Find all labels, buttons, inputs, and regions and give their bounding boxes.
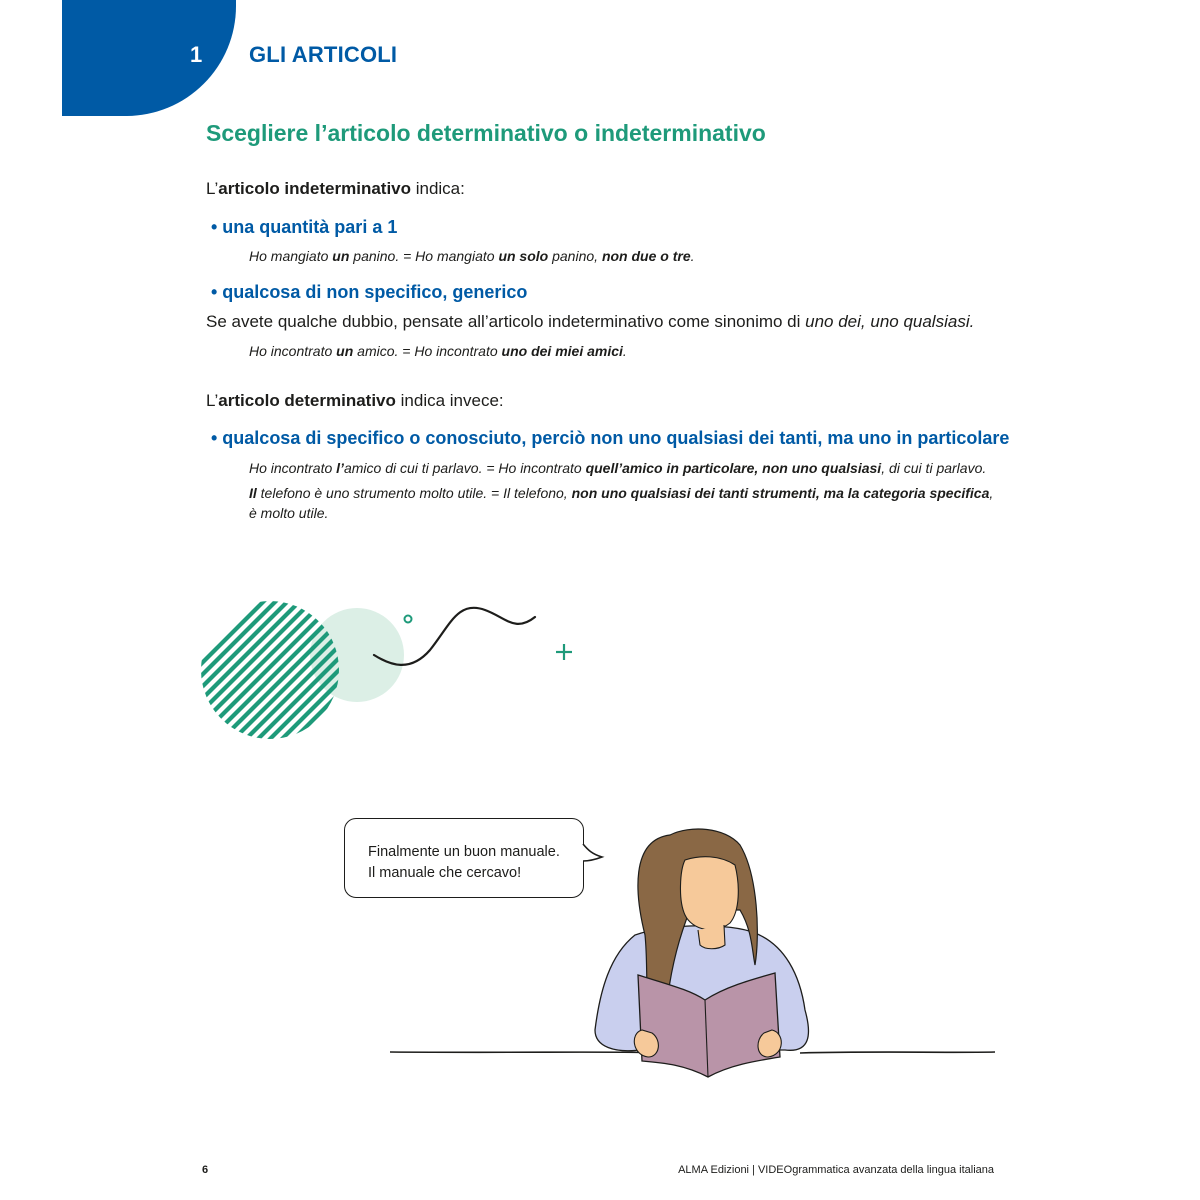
page-number: 6 — [202, 1164, 209, 1176]
face — [680, 857, 738, 930]
example-telefono-line2: è molto utile. — [249, 505, 329, 521]
plus-mark — [556, 644, 572, 660]
woman-reading-illustration — [380, 815, 1010, 1095]
light-green-circle — [310, 608, 404, 702]
speech-line-1: Finalmente un buon manuale. — [368, 844, 560, 860]
indeterminativo-intro: L’articolo indeterminativo indica: — [206, 179, 465, 198]
speech-line-2: Il manuale che cercavo! — [368, 865, 522, 881]
example-panino: Ho mangiato un panino. = Ho mangiato un solo panino, non due o tre. — [249, 248, 695, 264]
bullet-specifico: • qualcosa di specifico o conosciuto, perciò non uno qualsiasi dei tanti, ma uno in particolare — [211, 428, 1010, 448]
publisher-footer: ALMA Edizioni | VIDEOgrammatica avanzata della lingua italiana — [678, 1164, 994, 1176]
chapter-title: GLI ARTICOLI — [249, 42, 398, 67]
note-sinonimo: Se avete qualche dubbio, pensate all’articolo indeterminativo come sinonimo di uno dei, uno qualsiasi. — [206, 312, 975, 331]
example-amico-particolare: Ho incontrato l’amico di cui ti parlavo. = Ho incontrato quell’amico in particolare, non uno qualsiasi, di cui ti parlavo. — [249, 460, 987, 476]
example-amico: Ho incontrato un amico. = Ho incontrato uno dei miei amici. — [249, 343, 627, 359]
bullet-non-specifico: • qualcosa di non specifico, generico — [211, 282, 528, 302]
chapter-number: 1 — [190, 42, 203, 67]
bullet-quantita: • una quantità pari a 1 — [211, 217, 398, 237]
determinativo-intro: L’articolo determinativo indica invece: — [206, 391, 504, 410]
chapter-tab — [62, 0, 236, 116]
striped-circle-decoration — [200, 595, 600, 745]
small-ring — [405, 616, 412, 623]
section-title: Scegliere l’articolo determinativo o indeterminativo — [206, 120, 766, 146]
striped-circle — [200, 595, 450, 745]
example-telefono: Il telefono è uno strumento molto utile. = Il telefono, non uno qualsiasi dei tanti strumenti, ma la categoria specifica, — [249, 485, 994, 501]
